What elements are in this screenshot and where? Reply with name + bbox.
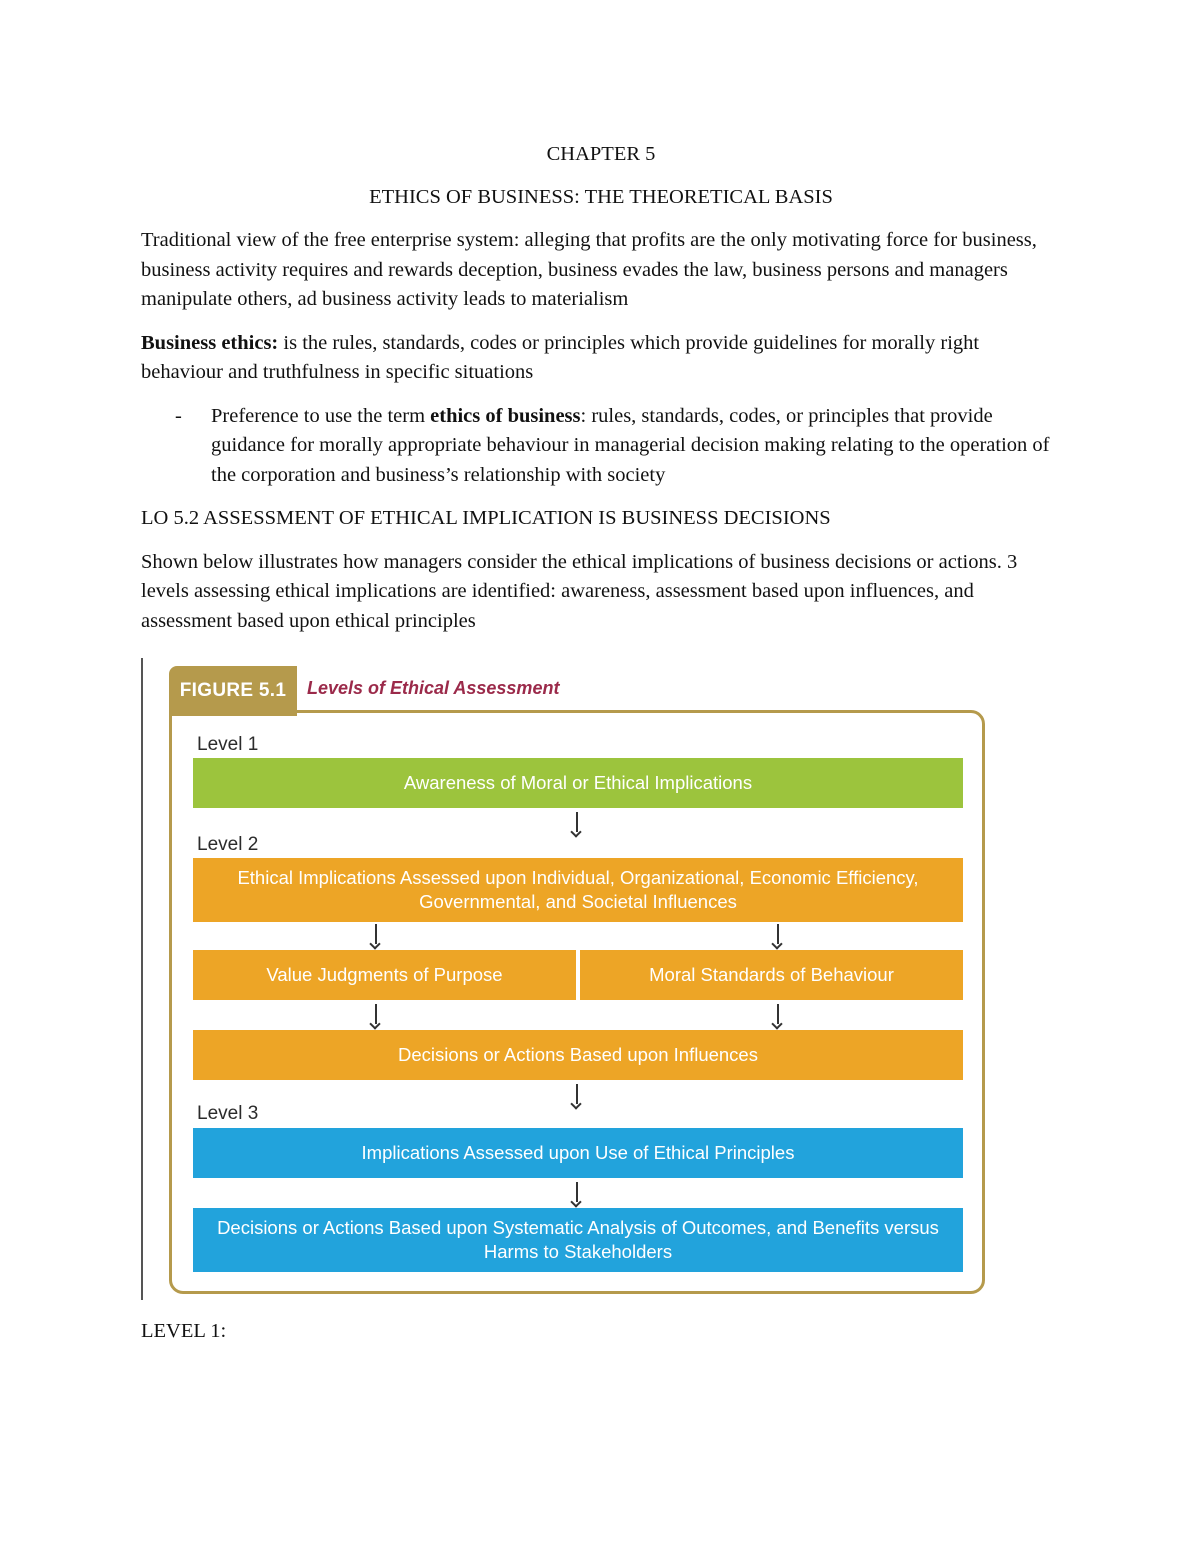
- arrow-down-icon: [771, 924, 785, 950]
- bullet-text: [211, 402, 1061, 491]
- bullet-item: [175, 402, 1061, 491]
- figure-levels-of-ethical-assessment: [141, 658, 1001, 1300]
- arrow-down-icon: [369, 1004, 383, 1030]
- figure-label: FIGURE 5.1: [169, 666, 297, 716]
- arrow-down-icon: [570, 1182, 584, 1208]
- margin-line: [141, 658, 143, 1300]
- bullet-text-pre: Preference to use the term: [211, 404, 431, 427]
- level-1-heading: LEVEL 1:: [141, 1320, 227, 1342]
- level-2-label: Level 2: [197, 834, 259, 855]
- box-decisions-influences: Decisions or Actions Based upon Influences: [193, 1030, 963, 1080]
- box-value-judgments: Value Judgments of Purpose: [193, 950, 576, 1000]
- box-awareness: Awareness of Moral or Ethical Implications: [193, 758, 963, 808]
- box-influences: Ethical Implications Assessed upon Individual, Organizational, Economic Efficiency, Governmental, and Societal Influences: [193, 858, 963, 922]
- arrow-down-icon: [570, 1084, 584, 1110]
- chapter-number: CHAPTER 5: [546, 143, 656, 165]
- level-3-label: Level 3: [197, 1103, 259, 1124]
- definition-term: Business ethics:: [141, 331, 279, 354]
- lo-heading: LO 5.2 ASSESSMENT OF ETHICAL IMPLICATION IS BUSINESS DECISIONS: [141, 507, 831, 529]
- bullet-text-post: : rules, standards, codes, or principles that provide guidance for morally appropriate behaviour in managerial decision making relating to the operation of the corporation and business’s relationship with society: [211, 404, 1050, 486]
- bullet-dash: -: [175, 404, 182, 427]
- definition-text: is the rules, standards, codes or principles which provide guidelines for morally right behaviour and truthfulness in specific situations: [141, 331, 980, 383]
- figure-title: Levels of Ethical Assessment: [307, 678, 560, 698]
- box-moral-standards: Moral Standards of Behaviour: [580, 950, 963, 1000]
- business-ethics-definition: [141, 329, 1061, 388]
- bullet-term: ethics of business: [430, 404, 581, 427]
- box-ethical-principles: Implications Assessed upon Use of Ethical Principles: [193, 1128, 963, 1178]
- arrow-down-icon: [771, 1004, 785, 1030]
- document-body: [141, 140, 1061, 650]
- arrow-down-icon: [570, 812, 584, 838]
- arrow-down-icon: [369, 924, 383, 950]
- box-decisions-systematic: Decisions or Actions Based upon Systematic Analysis of Outcomes, and Benefits versus Harms to Stakeholders: [193, 1208, 963, 1272]
- traditional-view-paragraph: Traditional view of the free enterprise system: alleging that profits are the only motivating force for business, business activity requires and rewards deception, business evades the law, business persons and managers manipulate others, ad business activity leads to materialism: [141, 229, 1037, 310]
- figure-intro-paragraph: Shown below illustrates how managers consider the ethical implications of business decisions or actions. 3 levels assessing ethical implications are identified: awareness, assessment based upon influences, and assessment based upon ethical principles: [141, 550, 1018, 632]
- level-1-label: Level 1: [197, 734, 259, 755]
- chapter-title: ETHICS OF BUSINESS: THE THEORETICAL BASIS: [369, 185, 833, 208]
